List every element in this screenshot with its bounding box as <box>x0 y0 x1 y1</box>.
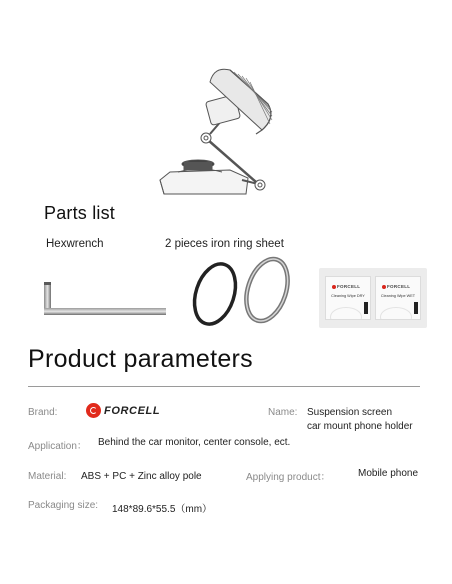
dry-wipe-caption: Cleaning Wipe DRY <box>331 294 365 298</box>
cleaning-wipes-icon <box>319 268 427 328</box>
forcell-logo <box>86 402 160 420</box>
brand-label: Brand: <box>28 407 58 418</box>
material-value: ABS + PC + Zinc alloy pole <box>81 471 202 482</box>
car-mount-illustration <box>150 62 290 202</box>
packaging-size-label: Packaging size: <box>28 500 99 511</box>
name-value-line2: car mount phone holder <box>307 421 413 432</box>
packaging-size-value: 148*89.6*55.5（mm） <box>112 504 213 515</box>
applying-product-value: Mobile phone <box>358 468 419 479</box>
section-divider <box>28 386 420 387</box>
forcell-logo-icon <box>86 403 101 418</box>
part-label-iron-rings: 2 pieces iron ring sheet <box>165 238 284 250</box>
material-label: Material: <box>28 471 67 482</box>
wet-wipe-packet <box>375 276 421 320</box>
hex-wrench-icon <box>40 278 168 318</box>
name-value-line1: Suspension screen <box>307 407 393 418</box>
wet-wipe-caption: Cleaning Wipe WET <box>380 294 416 298</box>
applying-product-label: Applying product： <box>246 472 331 483</box>
application-value: Behind the car monitor, center console, ect. <box>98 437 291 448</box>
application-label: Application： <box>28 441 87 452</box>
wipe-brand-wet: FORCELL <box>387 284 411 289</box>
wipe-brand-dry: FORCELL <box>337 284 361 289</box>
dry-wipe-packet <box>325 276 371 320</box>
iron-rings-icon <box>183 254 303 329</box>
forcell-logo-text: FORCELL <box>104 404 161 417</box>
name-label: Name: <box>268 407 298 418</box>
parts-list-title: Parts list <box>44 203 116 223</box>
part-label-hexwrench: Hexwrench <box>46 238 104 250</box>
product-parameters-title: Product parameters <box>28 345 253 373</box>
